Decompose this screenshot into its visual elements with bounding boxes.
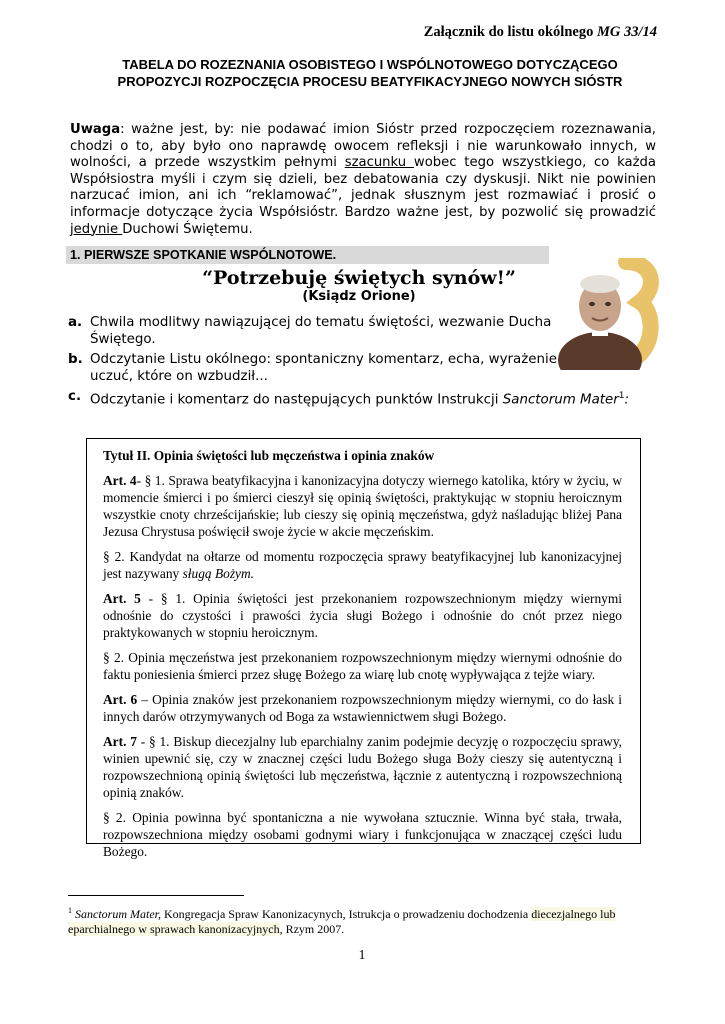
footnote-number: 1 <box>68 906 72 915</box>
letter-reference: MG 33/14 <box>596 24 657 40</box>
note-underlined-2: jedynie <box>70 221 123 237</box>
article-text: - § 1. Opinia świętości jest przekonaniem rozpowszechnionym między wiernymi odnośnie do czystości i prawości życia sługi Bożego i odnośnie do cnót przez niego praktykowanych w stopniu heroicznym. <box>103 591 622 640</box>
note-text-1: : ważne jest, by: nie podawać imion Sióstr przed rozpoczęciem rozeznawania, chodzi o to, aby było ono naprawdę owocem refleksji i nie warunkowało innych, w wolności, a przede wszystkim pełnymi <box>70 122 656 171</box>
article-4-para-2 <box>103 548 622 582</box>
footnote <box>68 903 643 937</box>
note-label: Uwaga <box>70 122 121 137</box>
cassock-shape <box>558 332 642 370</box>
item-end: : <box>624 392 630 408</box>
article-text: – Opinia znaków jest przekonaniem rozpowszechnionym między wiernymi, co do łask i innych darów otrzymywanych od Boga za wstawiennictwem sługi Bożego. <box>103 692 622 724</box>
note-text-2: wobec tego wszystkiego, co każda Współsiostra myśli i czym się dzieli, bez debatowania czy dyskusji. Nikt nie powinien narzucać imion, ani ich “reklamować”, jednak słusznym jest rozmawiać i prosić o informacje dotyczące życia Współsióstr. Bardzo ważne jest, by pozwolić się prowadzić <box>70 155 657 220</box>
title-line-1: TABELA DO ROZEZNANIA OSOBISTEGO I WSPÓLNOTOWEGO DOTYCZĄCEGO <box>122 57 618 72</box>
article-label: Art. 6 <box>103 692 138 707</box>
item-marker: b. <box>68 352 83 367</box>
article-label: Art. 5 <box>103 591 141 606</box>
article-7-para-1 <box>103 733 622 801</box>
footnote-title: Sanctorum Mater, <box>72 907 161 921</box>
article-text: § 2. Opinia męczeństwa jest przekonaniem rozpowszechnionym między wiernymi odnośnie do faktu poniesienia śmierci przez sługę Bożego za wiarę lub cnotę wypływająca z tejże wiary. <box>103 650 622 682</box>
article-5-para-1 <box>103 590 622 641</box>
article-label: Art. 4 <box>103 473 137 488</box>
article-italic: sługą Bożym. <box>182 566 254 581</box>
article-5-para-2 <box>103 649 622 683</box>
quote-block <box>200 267 518 305</box>
note-paragraph <box>70 122 656 238</box>
footnote-text-2: , Rzym 2007. <box>279 922 345 936</box>
footnote-highlight: diecezjalnego lub eparchialnego w sprawach kanonizacyjnych <box>68 907 616 936</box>
attachment-label: Załącznik do listu okólnego <box>423 24 597 40</box>
document-title <box>70 56 670 90</box>
article-text: - § 1. Sprawa beatyfikacyjna i kanonizacyjna dotyczy wiernego katolika, który w życiu, w momencie śmierci i po śmierci cieszył się opinią świętości, praktykując w stopniu heroicznym wszystkie cnoty chrześcijańskie; lub cieszy się opinią męczeństwa, gdyż naśladując bliżej Pana Jezusa Chrystusa poświęcił swoje życie w akcie męczeńskim. <box>103 473 622 539</box>
footnote-divider <box>68 895 244 896</box>
article-7-para-2 <box>103 809 622 860</box>
box-title: Tytuł II. Opinia świętości lub męczeństwa i opinia znaków <box>103 448 435 463</box>
title-line-2: PROPOZYCJI ROZPOCZĘCIA PROCESU BEATYFIKACYJNEGO NOWYCH SIÓSTR <box>117 74 623 89</box>
article-text: § 2. Kandydat na ołtarze od momentu rozpoczęcia sprawy beatyfikacyjnej lub kanonizacyjnej jest nazywany <box>103 549 622 581</box>
article-6 <box>103 691 622 725</box>
article-label: Art. 7 <box>103 734 137 749</box>
eye-right <box>605 302 611 306</box>
item-text: Odczytanie Listu okólnego: spontaniczny komentarz, echa, wyrażenie uczuć, które on wzbudził... <box>90 352 557 384</box>
footnote-ref: 1 <box>618 391 625 401</box>
article-text: § 2. Opinia powinna być spontaniczna a nie wywołana sztucznie. Winna być stała, trwała, rozpowszechniona między osobami godnymi wiary i funkcjonująca w znaczącej części ludu Bożego. <box>103 810 622 859</box>
page-number: 1 <box>358 948 366 963</box>
list-item <box>68 388 650 408</box>
hair-shape <box>580 275 620 293</box>
quote-text: “Potrzebuję świętych synów!” <box>202 267 516 289</box>
list-item <box>68 351 568 385</box>
item-marker: c. <box>68 389 82 404</box>
list-item <box>68 314 568 348</box>
item-text: Odczytanie i komentarz do następujących punktów Instrukcji <box>90 392 503 408</box>
note-underlined-1: szacunku <box>344 155 414 171</box>
portrait-image <box>556 258 660 370</box>
attachment-note <box>424 24 657 41</box>
item-italic-title: Sanctorum Mater <box>502 392 619 408</box>
eye-left <box>589 302 595 306</box>
item-text: Chwila modlitwy nawiązującej do tematu świętości, wezwanie Ducha Świętego. <box>90 315 552 347</box>
item-marker: a. <box>68 315 83 330</box>
instruction-excerpt-box <box>86 438 641 859</box>
article-text: - § 1. Biskup diecezjalny lub eparchialny zanim podejmie decyzję o rozpoczęciu sprawy, winien upewnić się, czy w znacznej części ludu Bożego sługa Boży cieszy się autentyczną i rozpowszechnioną opinią świętości lub męczeństwa, łącznie z autentyczną i rozpowszechnioną opinią znaków. <box>103 734 622 800</box>
footnote-text-1: Kongregacja Spraw Kanonizacynych, Istrukcja o prowadzeniu dochodzenia <box>161 907 532 921</box>
article-4-para-1 <box>103 472 622 540</box>
section-heading: 1. PIERWSZE SPOTKANIE WSPÓLNOTOWE. <box>66 246 549 264</box>
quote-author: (Ksiądz Orione) <box>302 289 416 304</box>
agenda-list <box>68 314 630 411</box>
note-text-3: Duchowi Świętemu. <box>122 221 253 237</box>
